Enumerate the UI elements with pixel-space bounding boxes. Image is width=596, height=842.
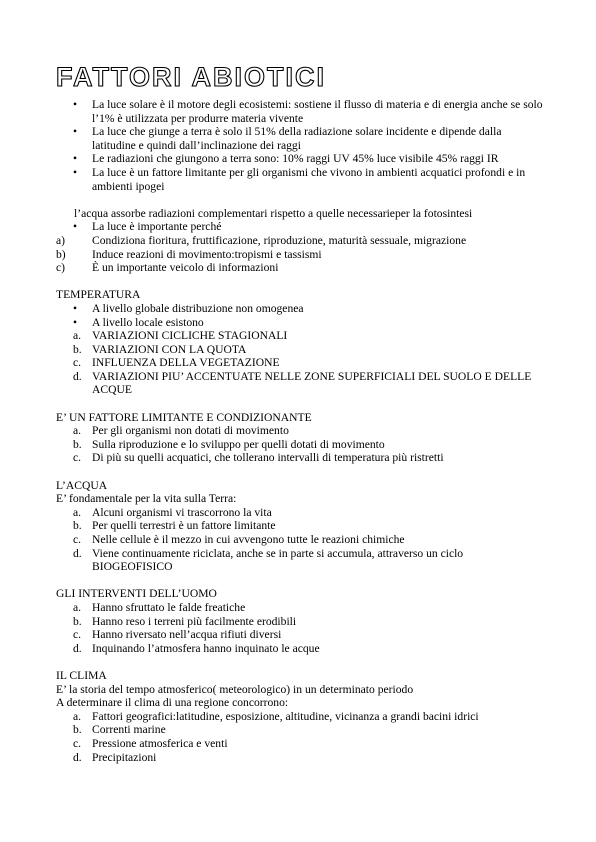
list-item-text: VARIAZIONI CICLICHE STAGIONALI <box>92 329 288 343</box>
list-marker: b. <box>73 614 82 628</box>
section-subtitle: E’ la storia del tempo atmosferico( meteorologico) in un determinato periodo <box>56 682 414 696</box>
list-marker: c) <box>56 261 66 275</box>
list-item <box>56 451 546 465</box>
list-item <box>56 533 546 547</box>
list-item <box>56 723 546 737</box>
bullet-marker: • <box>73 315 78 329</box>
list-item <box>56 248 546 262</box>
list-item <box>56 642 546 656</box>
list-item <box>56 302 546 316</box>
list-item-text: Hanno reso i terreni più facilmente erodibili <box>92 614 297 628</box>
list-marker: b. <box>73 437 82 451</box>
list-item <box>56 316 546 330</box>
list-marker: d. <box>73 369 82 383</box>
list-item-text: VARIAZIONI PIU’ ACCENTUATE NELLE ZONE SUPERFICIALI DEL SUOLO E DELLE ACQUE <box>92 369 532 397</box>
bullet-marker: • <box>73 165 78 179</box>
list-item <box>56 261 546 275</box>
list-marker: c. <box>73 736 82 750</box>
list-marker: a. <box>73 505 82 519</box>
list-item-text: INFLUENZA DELLA VEGETAZIONE <box>92 356 280 370</box>
spacer <box>56 397 546 411</box>
list-item <box>56 329 546 343</box>
list-item <box>56 615 546 629</box>
list-item-text: Fattori geografici:latitudine, esposizione, altitudine, vicinanza a grandi bacini idrici <box>92 709 479 723</box>
bullet-marker: • <box>73 220 78 234</box>
list-marker: a. <box>73 329 82 343</box>
bullet-marker: • <box>73 98 78 111</box>
list-item <box>56 152 546 166</box>
list-item <box>56 98 546 125</box>
list-item <box>56 601 546 615</box>
list-item <box>56 356 546 370</box>
list-marker: b. <box>73 342 82 356</box>
spacer <box>56 275 546 289</box>
list-item-text: Hanno sfruttato le falde freatiche <box>92 600 246 614</box>
list-item <box>56 751 546 765</box>
list-item <box>56 710 546 724</box>
list-marker: b. <box>73 723 82 737</box>
list-marker: b) <box>56 247 66 261</box>
list-item-text: A livello locale esistono <box>92 315 204 329</box>
list-item-text: Per gli organismi non dotati di movimento <box>92 424 289 438</box>
list-item-text: La luce è importante perché <box>92 220 222 234</box>
list-item-text: Hanno riversato nell’acqua rifiuti diversi <box>92 628 282 642</box>
list-marker: c. <box>73 628 82 642</box>
list-marker: a. <box>73 424 82 438</box>
list-item-text: Di più su quelli acquatici, che tollerano intervalli di temperatura più ristretti <box>92 451 444 465</box>
page-title: FATTORI ABIOTICI <box>56 62 326 92</box>
list-item <box>56 234 546 248</box>
list-item <box>56 166 546 193</box>
list-marker: d. <box>73 750 82 764</box>
list-item-text: La luce che giunge a terra è solo il 51% della radiazione solare incidente e dipende dalla latitudine e quindi dall’inclinazione dei raggi <box>92 125 502 152</box>
section-subtitle: E’ fondamentale per la vita sulla Terra: <box>56 492 237 506</box>
spacer <box>56 655 546 669</box>
list-item <box>56 547 546 574</box>
list-item-text: Viene continuamente riciclata, anche se in parte si accumula, attraverso un ciclo BIOGEOFISICO <box>92 546 464 574</box>
section-heading: GLI INTERVENTI DELL’UOMO <box>56 587 217 601</box>
list-marker: a. <box>73 709 82 723</box>
list-item <box>56 519 546 533</box>
list-marker: c. <box>73 533 82 546</box>
section-heading: L’ACQUA <box>56 478 108 492</box>
list-item <box>56 125 546 152</box>
intro-list <box>56 98 546 193</box>
list-marker: b. <box>73 519 82 533</box>
section-heading: E’ UN FATTORE LIMITANTE E CONDIZIONANTE <box>56 410 312 424</box>
list-marker: d. <box>73 546 82 560</box>
list-item-text: Per quelli terrestri è un fattore limitante <box>92 519 276 533</box>
section-heading: IL CLIMA <box>56 668 107 682</box>
list-marker: a. <box>73 600 82 614</box>
list-marker: d. <box>73 641 82 655</box>
list-item-text: Nelle cellule è il mezzo in cui avvengono tutte le reazioni chimiche <box>92 533 405 546</box>
list-marker: c. <box>73 451 82 465</box>
list-item <box>56 737 546 751</box>
list-item-text: Correnti marine <box>92 723 166 737</box>
list-item <box>56 343 546 357</box>
spacer <box>56 465 546 479</box>
list-item-text: Alcuni organismi vi trascorrono la vita <box>92 505 272 519</box>
list-marker: a) <box>56 233 66 247</box>
list-item-text: Pressione atmosferica e venti <box>92 736 228 750</box>
spacer <box>56 574 546 588</box>
list-item-text: Induce reazioni di movimento:tropismi e tassismi <box>92 247 322 261</box>
list-item <box>56 506 546 520</box>
list-item-text: Le radiazioni che giungono a terra sono: 10% raggi UV 45% luce visibile 45% raggi IR <box>92 152 499 166</box>
list-item <box>56 628 546 642</box>
list-item <box>56 370 546 397</box>
document-page <box>56 62 546 764</box>
list-item <box>56 424 546 438</box>
list-item-text: Precipitazioni <box>92 750 157 764</box>
bullet-marker: • <box>73 125 78 139</box>
list-item-text: La luce è un fattore limitante per gli organismi che vivono in ambienti acquatici profondi e in ambienti ipogei <box>92 165 526 193</box>
spacer <box>56 193 546 207</box>
list-item <box>56 438 546 452</box>
list-item-text: Sulla riproduzione e lo sviluppo per quelli dotati di movimento <box>92 437 385 451</box>
section-heading: TEMPERATURA <box>56 288 141 302</box>
bullet-marker: • <box>73 301 78 315</box>
section-subtitle: A determinare il clima di una regione concorrono: <box>56 696 289 710</box>
bullet-marker: • <box>73 152 78 166</box>
list-item-text: Condiziona fioritura, fruttificazione, riproduzione, maturità sessuale, migrazione <box>92 233 467 247</box>
list-item-text: È un importante veicolo di informazioni <box>92 261 279 275</box>
list-item-text: Inquinando l’atmosfera hanno inquinato le acque <box>92 641 320 655</box>
list-item-text: La luce solare è il motore degli ecosistemi: sostiene il flusso di materia e di energia anche se solo l’1% è utilizzata per produrre materia vivente <box>92 98 543 125</box>
list-item-text: VARIAZIONI CON LA QUOTA <box>92 342 247 356</box>
list-item <box>56 220 546 234</box>
water-absorb-text: l’acqua assorbe radiazioni complementari rispetto a quelle necessarieper la fotosintesi <box>74 206 473 220</box>
list-marker: c. <box>73 356 82 370</box>
list-item-text: A livello globale distribuzione non omogenea <box>92 301 304 315</box>
